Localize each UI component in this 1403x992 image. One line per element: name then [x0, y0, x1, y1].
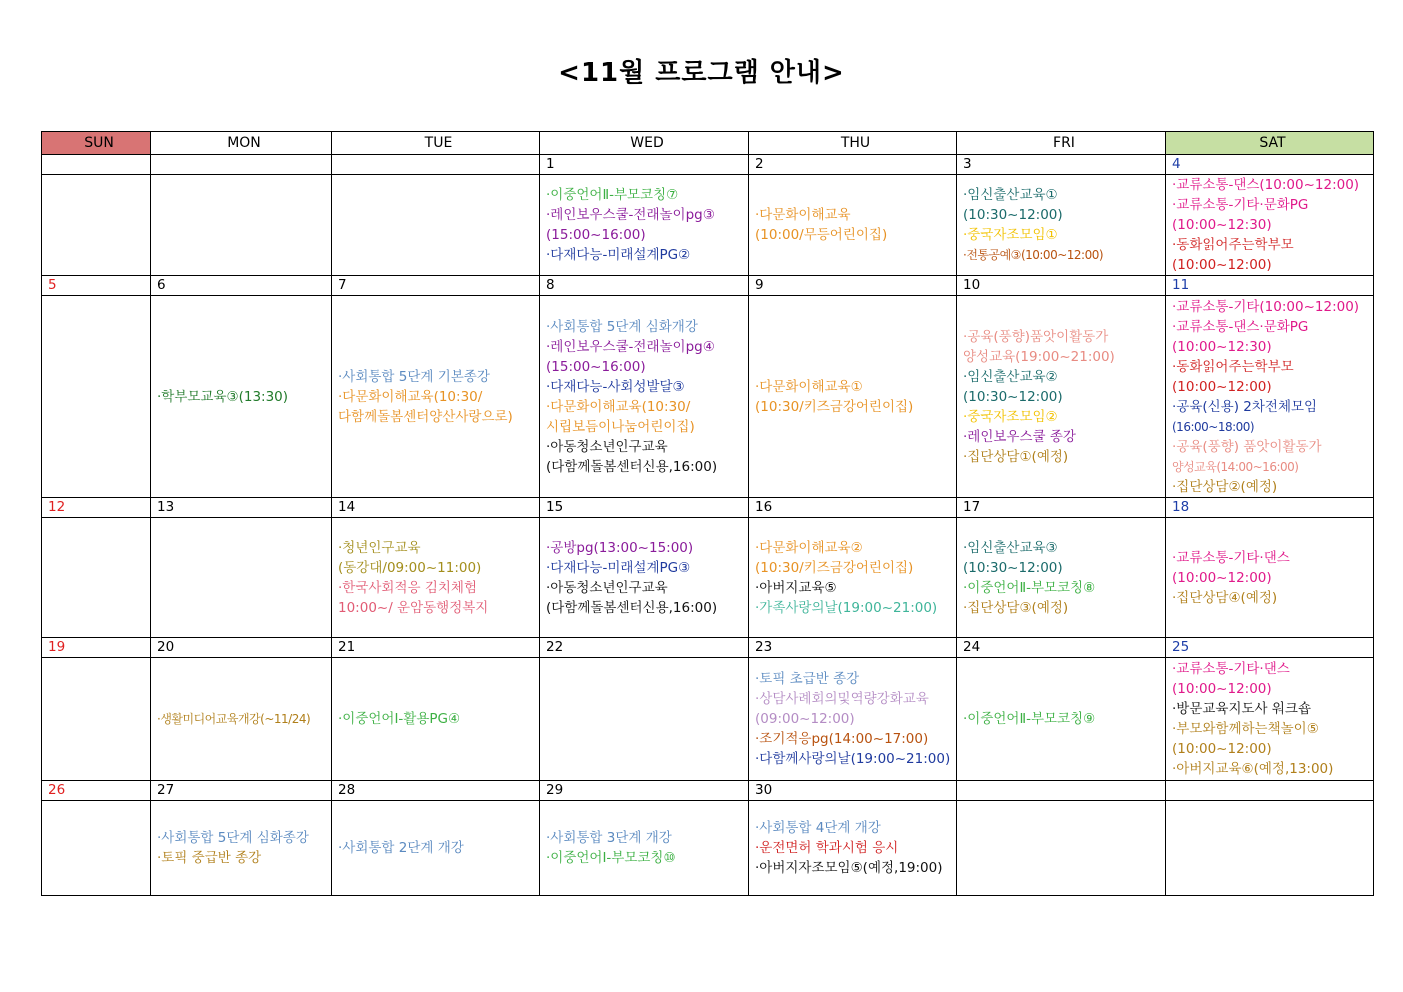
events-row — [42, 296, 1374, 498]
event-line: ·공육(풍향)품앗이활동가 — [963, 328, 1109, 345]
date-number-cell — [957, 638, 1166, 658]
day-events-cell — [540, 175, 749, 276]
event-line: ·집단상담①(예정) — [963, 448, 1069, 465]
event-line: ·레인보우스쿨-전래놀이pg④ — [546, 338, 715, 355]
date-number-cell — [749, 638, 957, 658]
day-events-cell — [957, 296, 1166, 498]
event-line: ·토픽 초급반 종강 — [755, 671, 860, 687]
event-line: (10:30/키즈금강어린이집) — [755, 559, 914, 576]
event-line: ·아버지교육⑥(예정,13:00) — [1172, 761, 1334, 777]
event-line: ·다문화이해교육 — [755, 207, 851, 223]
weekday-header-wed: WED — [540, 132, 749, 155]
event-line: ·사회통합 2단계 개강 — [338, 840, 464, 856]
event-line: ·이중언어Ⅱ-부모코칭⑧ — [963, 579, 1096, 596]
event-line: ·한국사회적응 김치체험 — [338, 579, 477, 596]
event-line: ·부모와함께하는책놀이⑤ — [1172, 721, 1319, 737]
date-number-cell — [957, 276, 1166, 296]
date-number-cell — [42, 781, 151, 801]
date-number: 6 — [157, 277, 166, 293]
event-line: ·이중언어Ⅰ-활용PG④ — [338, 711, 461, 727]
date-number-cell — [957, 498, 1166, 518]
event-line: ·청년인구교육 — [338, 539, 421, 556]
event-line: ·교류소통-기타·댄스 — [1172, 661, 1290, 677]
event-line: ·공방pg(13:00~15:00) — [546, 539, 694, 556]
event-line: ·상담사례회의및역량강화교육 — [755, 691, 929, 707]
day-events-cell — [151, 658, 332, 781]
date-number: 12 — [48, 499, 66, 515]
event-line: ·사회통합 3단계 개강 — [546, 830, 672, 846]
event-line: ·교류소통-댄스·문화PG — [1172, 318, 1309, 335]
date-number-cell — [1166, 276, 1374, 296]
event-line: 10:00~/ 운암동행정복지 — [338, 599, 489, 616]
date-number: 1 — [546, 156, 555, 172]
date-number-cell — [957, 155, 1166, 175]
day-events-cell — [1166, 296, 1374, 498]
events-row — [42, 175, 1374, 276]
date-number-cell — [749, 276, 957, 296]
event-line: ·학부모교육③(13:30) — [157, 388, 289, 405]
event-line: ·아동청소년인구교육 — [546, 579, 668, 596]
date-number: 20 — [157, 639, 175, 655]
date-number-cell — [1166, 498, 1374, 518]
event-line: 시립보듬이나눔어린이집) — [546, 418, 695, 435]
event-line: 양성교육(14:00~16:00) — [1172, 459, 1299, 474]
date-number-row — [42, 276, 1374, 296]
event-line: (10:00~12:00) — [1172, 257, 1272, 273]
event-line: ·임신출산교육② — [963, 368, 1058, 385]
date-number: 13 — [157, 499, 175, 515]
event-line: ·중국자조모임② — [963, 408, 1058, 425]
weekday-header-sat: SAT — [1166, 132, 1374, 155]
date-number-row — [42, 781, 1374, 801]
event-line: ·다재다능-미래설계PG③ — [546, 559, 691, 576]
date-number-cell — [151, 498, 332, 518]
event-line: (10:00~12:00) — [1172, 378, 1272, 395]
date-number: 16 — [755, 499, 773, 515]
event-line: ·중국자조모임① — [963, 227, 1058, 243]
event-line: ·토픽 중급반 종강 — [157, 850, 262, 866]
event-line: (10:30~12:00) — [963, 559, 1063, 576]
event-line: 양성교육(19:00~21:00) — [963, 348, 1115, 365]
event-line: ·아버지자조모임⑤(예정,19:00) — [755, 860, 943, 876]
day-events-cell — [749, 518, 957, 638]
date-number-cell — [1166, 155, 1374, 175]
event-line: ·다함께사랑의날(19:00~21:00) — [755, 751, 951, 767]
day-events-cell — [540, 296, 749, 498]
date-number: 4 — [1172, 156, 1181, 172]
date-number-cell — [1166, 638, 1374, 658]
event-line: ·조기적응pg(14:00~17:00) — [755, 731, 929, 747]
date-number: 10 — [963, 277, 981, 293]
date-number: 11 — [1172, 277, 1190, 293]
date-number: 2 — [755, 156, 764, 172]
date-number: 23 — [755, 639, 773, 655]
event-line: (다함께돌봄센터신용,16:00) — [546, 458, 718, 475]
date-number-cell — [540, 781, 749, 801]
date-number-row — [42, 155, 1374, 175]
event-line: (10:00~12:30) — [1172, 338, 1272, 355]
weekday-header-mon: MON — [151, 132, 332, 155]
event-line: (15:00~16:00) — [546, 227, 646, 243]
date-number-cell — [151, 781, 332, 801]
day-events-cell — [151, 518, 332, 638]
day-events-cell — [332, 175, 540, 276]
date-number-cell — [151, 276, 332, 296]
date-number-cell — [540, 155, 749, 175]
date-number-cell — [42, 276, 151, 296]
date-number: 8 — [546, 277, 555, 293]
weekday-header-row — [42, 132, 1374, 155]
date-number: 5 — [48, 277, 57, 293]
date-number: 26 — [48, 782, 66, 798]
day-events-cell — [42, 296, 151, 498]
date-number: 28 — [338, 782, 356, 798]
event-line: ·사회통합 5단계 기본종강 — [338, 368, 490, 385]
date-number-cell — [332, 276, 540, 296]
event-line: (10:00/무등어린이집) — [755, 227, 888, 243]
event-line: ·동화읽어주는학부모 — [1172, 358, 1294, 375]
date-number: 7 — [338, 277, 347, 293]
event-line: ·다문화이해교육② — [755, 539, 863, 556]
date-number: 19 — [48, 639, 66, 655]
event-line: ·운전면허 학과시험 응시 — [755, 840, 899, 856]
event-line: (16:00~18:00) — [1172, 419, 1255, 434]
day-events-cell — [151, 175, 332, 276]
event-line: ·레인보우스쿨 종강 — [963, 428, 1076, 445]
weekday-header-fri: FRI — [957, 132, 1166, 155]
event-line: ·아버지교육⑤ — [755, 579, 837, 596]
event-line: ·다문화이해교육(10:30/ — [546, 398, 691, 415]
day-events-cell — [332, 296, 540, 498]
event-line: 다함께돌봄센터양산사랑으로) — [338, 408, 513, 425]
event-line: (10:30~12:00) — [963, 388, 1063, 405]
date-number-cell — [1166, 781, 1374, 801]
date-number-cell — [540, 276, 749, 296]
weekday-header-sun: SUN — [42, 132, 151, 155]
event-line: ·이중언어Ⅰ-부모코칭⑩ — [546, 850, 676, 866]
event-line: (10:00~12:00) — [1172, 681, 1272, 697]
event-line: (10:00~12:00) — [1172, 569, 1272, 586]
date-number-cell — [749, 498, 957, 518]
event-line: ·교류소통-댄스(10:00~12:00) — [1172, 177, 1360, 193]
event-line: ·임신출산교육① — [963, 187, 1058, 203]
day-events-cell — [540, 518, 749, 638]
date-number-cell — [540, 638, 749, 658]
event-line: ·교류소통-기타·문화PG — [1172, 197, 1309, 213]
calendar-table — [41, 131, 1374, 896]
date-number-cell — [749, 781, 957, 801]
date-number-cell — [42, 498, 151, 518]
date-number: 21 — [338, 639, 356, 655]
day-events-cell — [42, 175, 151, 276]
date-number-cell — [42, 155, 151, 175]
page-title: <11월 프로그램 안내> — [558, 58, 845, 88]
date-number-cell — [332, 638, 540, 658]
event-line: ·동화읽어주는학부모 — [1172, 237, 1294, 253]
date-number-cell — [332, 498, 540, 518]
date-number: 25 — [1172, 639, 1190, 655]
event-line: (동강대/09:00~11:00) — [338, 559, 482, 576]
day-events-cell — [957, 658, 1166, 781]
event-line: ·사회통합 4단계 개강 — [755, 820, 881, 836]
event-line: (다함께돌봄센터신용,16:00) — [546, 599, 718, 616]
date-number: 27 — [157, 782, 175, 798]
date-number-cell — [151, 155, 332, 175]
event-line: ·다문화이해교육(10:30/ — [338, 388, 483, 405]
weekday-header-thu: THU — [749, 132, 957, 155]
day-events-cell — [957, 518, 1166, 638]
event-line: ·사회통합 5단계 심화종강 — [157, 830, 309, 846]
date-number: 9 — [755, 277, 764, 293]
day-events-cell — [749, 658, 957, 781]
event-line: ·집단상담④(예정) — [1172, 589, 1278, 606]
day-events-cell — [749, 296, 957, 498]
event-line: ·집단상담③(예정) — [963, 599, 1069, 616]
day-events-cell — [1166, 801, 1374, 896]
date-number: 15 — [546, 499, 564, 515]
weekday-header-tue: TUE — [332, 132, 540, 155]
date-number: 29 — [546, 782, 564, 798]
event-line: ·가족사랑의날(19:00~21:00) — [755, 599, 938, 616]
date-number: 22 — [546, 639, 564, 655]
day-events-cell — [1166, 658, 1374, 781]
event-line: ·아동청소년인구교육 — [546, 438, 668, 455]
event-line: ·교류소통-기타·댄스 — [1172, 549, 1290, 566]
date-number: 14 — [338, 499, 356, 515]
event-line: (10:30~12:00) — [963, 207, 1063, 223]
day-events-cell — [749, 801, 957, 896]
events-row — [42, 801, 1374, 896]
day-events-cell — [1166, 175, 1374, 276]
events-row — [42, 658, 1374, 781]
day-events-cell — [332, 801, 540, 896]
event-line: ·임신출산교육③ — [963, 539, 1058, 556]
date-number-cell — [749, 155, 957, 175]
event-line: ·공육(신용) 2차전체모임 — [1172, 398, 1318, 415]
event-line: (10:00~12:00) — [1172, 741, 1272, 757]
day-events-cell — [332, 658, 540, 781]
date-number-row — [42, 498, 1374, 518]
event-line: (10:00~12:30) — [1172, 217, 1272, 233]
day-events-cell — [151, 296, 332, 498]
event-line: ·이중언어Ⅱ-부모코칭⑨ — [963, 711, 1096, 727]
date-number-cell — [540, 498, 749, 518]
date-number: 30 — [755, 782, 773, 798]
event-line: (15:00~16:00) — [546, 358, 646, 375]
event-line: ·이중언어Ⅱ-부모코칭⑦ — [546, 187, 679, 203]
day-events-cell — [42, 658, 151, 781]
event-line: ·레인보우스쿨-전래놀이pg③ — [546, 207, 715, 223]
date-number-cell — [332, 155, 540, 175]
date-number-cell — [42, 638, 151, 658]
event-line: ·교류소통-기타(10:00~12:00) — [1172, 298, 1360, 315]
event-line: ·방문교육지도사 워크숍 — [1172, 701, 1311, 717]
event-line: ·다재다능-미래설계PG② — [546, 247, 691, 263]
day-events-cell — [957, 175, 1166, 276]
date-number-row — [42, 638, 1374, 658]
event-line: ·전통공예③(10:00~12:00) — [963, 248, 1104, 262]
event-line: (09:00~12:00) — [755, 711, 855, 727]
day-events-cell — [1166, 518, 1374, 638]
date-number: 3 — [963, 156, 972, 172]
event-line: ·공육(풍향) 품앗이활동가 — [1172, 438, 1322, 455]
event-line: ·집단상담②(예정) — [1172, 478, 1278, 495]
day-events-cell — [42, 801, 151, 896]
date-number-cell — [957, 781, 1166, 801]
day-events-cell — [332, 518, 540, 638]
date-number: 17 — [963, 499, 981, 515]
day-events-cell — [540, 801, 749, 896]
event-line: (10:30/키즈금강어린이집) — [755, 398, 914, 415]
event-line: ·다재다능-사회성발달③ — [546, 378, 685, 395]
event-line: ·다문화이해교육① — [755, 378, 863, 395]
date-number-cell — [151, 638, 332, 658]
day-events-cell — [151, 801, 332, 896]
event-line: ·사회통합 5단계 심화개강 — [546, 318, 698, 335]
day-events-cell — [42, 518, 151, 638]
day-events-cell — [957, 801, 1166, 896]
day-events-cell — [749, 175, 957, 276]
events-row — [42, 518, 1374, 638]
day-events-cell — [540, 658, 749, 781]
date-number: 18 — [1172, 499, 1190, 515]
event-line: ·생활미디어교육개강(~11/24) — [157, 712, 311, 726]
date-number: 24 — [963, 639, 981, 655]
date-number-cell — [332, 781, 540, 801]
